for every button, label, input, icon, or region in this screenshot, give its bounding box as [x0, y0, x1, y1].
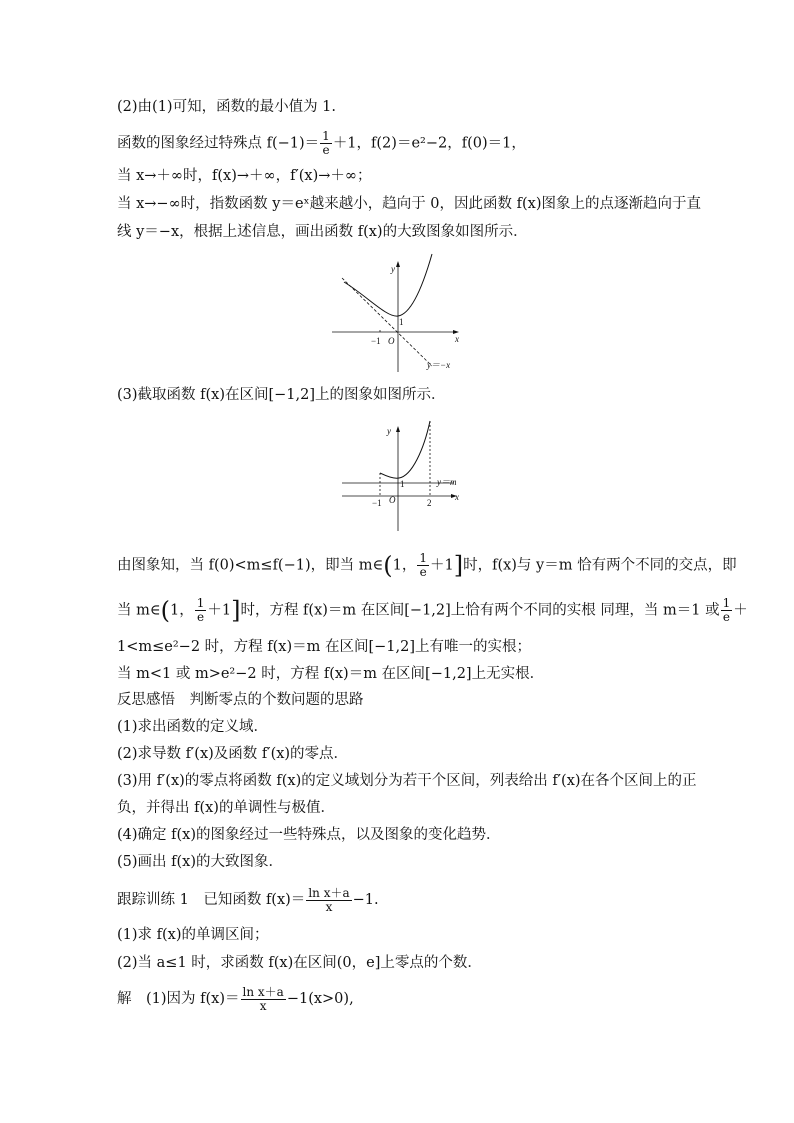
text-line: 当 x→−∞时，指数函数 y＝eˣ越来越小，趋向于 0，因此函数 f(x)图象上的点逐渐趋向于直 [117, 196, 701, 212]
origin-label: O [389, 495, 396, 505]
exercise-title: 跟踪训练 1 已知函数 f(x)＝ $\frac{\text{ln x＋a}}{x}$ −1. [117, 885, 379, 914]
text-line: (2)当 a≤1 时，求函数 f(x)在区间(0，e]上零点的个数． [117, 955, 482, 971]
line-label-y-m: y＝m [437, 477, 457, 487]
text-line: 线 y＝−x，根据上述信息，画出函数 f(x)的大致图象如图所示． [117, 224, 528, 240]
fraction: $\frac{\text{ln x＋a}}{x}$ [308, 885, 350, 914]
curve-f [344, 254, 432, 316]
text-line: (1)求 f(x)的单调区间； [117, 927, 269, 943]
fraction: $\frac{1}{e}$ [419, 551, 427, 579]
text-line: (5)画出 f(x)的大致图象． [117, 854, 284, 870]
solution-line: 解 (1)因为 f(x)＝ $\frac{\text{ln x＋a}}{x}$ −1(x>0), [117, 984, 354, 1013]
fraction: $\frac{1}{e}$ [722, 596, 731, 624]
text-line: (1)求出函数的定义域． [117, 719, 269, 735]
text-line: (2)求导数 f′(x)及函数 f′(x)的零点． [117, 746, 349, 762]
text-line: 当 m<1 或 m>e²−2 时，方程 f(x)＝m 在区间[−1,2]上无实根． [117, 666, 545, 682]
point-label-1: 1 [399, 317, 404, 327]
text-line: 由图象知，当 f(0)<m≤f(−1)，即当 m∈(1， $\frac{1}{e}$ ＋1]时，f(x)与 y＝m 恰有两个不同的交点，即 [117, 551, 737, 580]
text-line: 当 x→＋∞时，f(x)→＋∞，f′(x)→＋∞； [117, 168, 372, 184]
tick-label-2: 2 [427, 498, 432, 508]
tick-label-neg1: −1 [371, 336, 381, 346]
tick-label-neg1: −1 [372, 498, 382, 508]
x-axis-label: x [455, 334, 459, 344]
fraction: $\frac{1}{e}$ [196, 596, 205, 624]
text-line: (3)用 f′(x)的零点将函数 f(x)的定义域划分为若干个区间，列表给出 f′(x)在各个区间上的正 [117, 773, 697, 789]
text-line: 函数的图象经过特殊点 f(−1)＝ $\frac{1}{e}$ ＋1，f(2)＝e²−2，f(0)＝1， [117, 129, 526, 157]
y-axis-label: y [391, 264, 395, 274]
text-line: (3)截取函数 f(x)在区间[−1,2]上的图象如图所示． [117, 387, 446, 403]
fraction: $\frac{1}{e}$ [322, 129, 330, 157]
y-axis-arrow [396, 261, 400, 267]
text-line: (4)确定 f(x)的图象经过一些特殊点，以及图象的变化趋势． [117, 827, 501, 843]
fraction: $\frac{\text{ln x＋a}}{x}$ [242, 984, 284, 1013]
section-heading: 反思感悟 判断零点的个数问题的思路 [117, 692, 364, 708]
y-axis-arrow [396, 426, 400, 432]
text-line: 负，并得出 f(x)的单调性与极值． [117, 800, 335, 816]
origin-label: O [388, 336, 395, 346]
text-line: 1<m≤e²−2 时，方程 f(x)＝m 在区间[−1,2]上有唯一的实根； [117, 639, 531, 655]
text-line: 当 m∈(1， $\frac{1}{e}$ ＋1]时，方程 f(x)＝m 在区间[−1,2]上恰有两个不同的实根 同理，当 m＝1 或 $\frac{1}{e}$ ＋ [117, 596, 748, 625]
point-label-1: 1 [400, 479, 405, 489]
y-axis-label: y [387, 426, 391, 436]
text-line: (2)由(1)可知，函数的最小值为 1. [117, 99, 337, 115]
x-axis-label: x [455, 492, 459, 502]
asymptote-label: y＝−x [427, 360, 451, 370]
function-graph-figure-1 [332, 252, 464, 374]
